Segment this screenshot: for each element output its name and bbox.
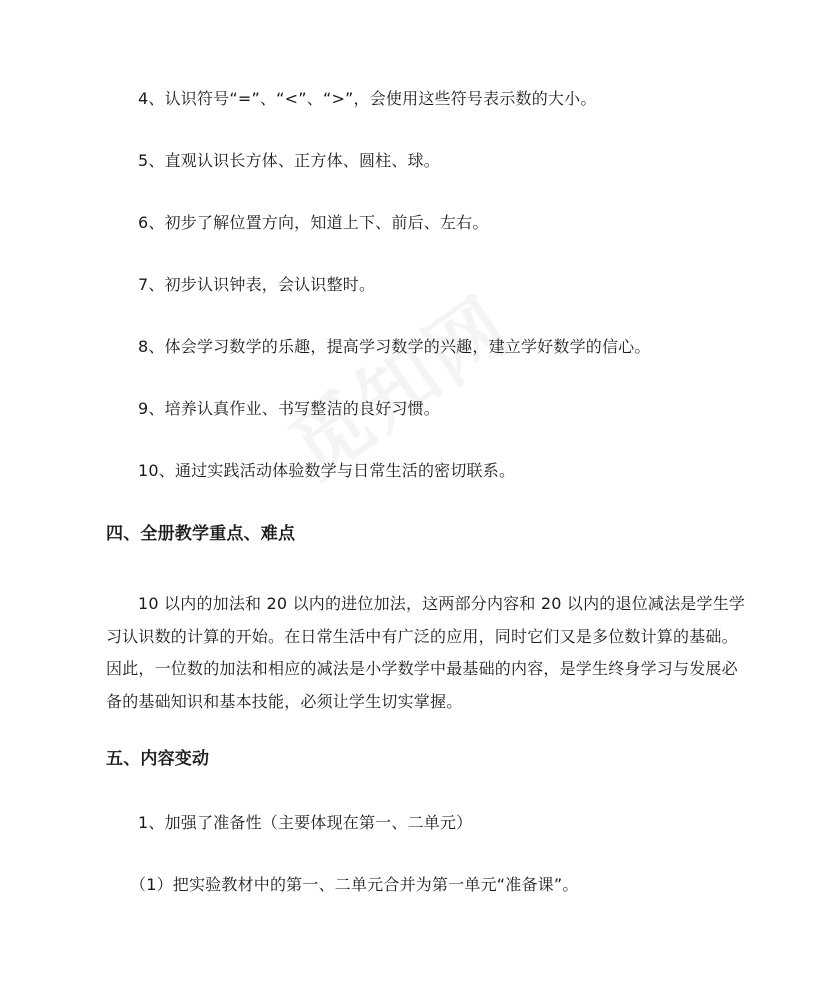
list-item: 7、初步认识钟表，会认识整时。 [138,275,376,294]
list-item: 10、通过实践活动体验数学与日常生活的密切联系。 [138,461,516,480]
paragraph-line: 因此，一位数的加法和相应的减法是小学数学中最基础的内容，是学生终身学习与发展必 [106,659,738,678]
section-heading: 四、全册教学重点、难点 [106,524,296,544]
list-item: 1、加强了准备性（主要体现在第一、二单元） [138,813,473,832]
paragraph-line: 备的基础知识和基本技能，必须让学生切实掌握。 [106,691,463,711]
paragraph-line: 习认识数的计算的开始。在日常生活中有广泛的应用，同时它们又是多位数计算的基础。 [106,626,738,646]
paragraph [106,588,746,718]
paragraph-line: 10 以内的加法和 20 以内的进位加法，这两部分内容和 20 以内的退位减法是学生学 [138,594,746,613]
list-item: 6、初步了解位置方向，知道上下、前后、左右。 [138,213,489,232]
list-item: 9、培养认真作业、书写整洁的良好习惯。 [138,399,440,418]
list-item: 5、直观认识长方体、正方体、圆柱、球。 [138,151,440,170]
watermark [264,269,575,570]
list-item: 4、认识符号“=”、“<”、“>”，会使用这些符号表示数的大小。 [138,89,597,108]
sub-list-item: （1）把实验教材中的第一、二单元合并为第一单元“准备课”。 [130,875,579,894]
list-item: 8、体会学习数学的乐趣，提高学习数学的兴趣，建立学好数学的信心。 [138,337,651,356]
section-heading: 五、内容变动 [106,749,210,769]
